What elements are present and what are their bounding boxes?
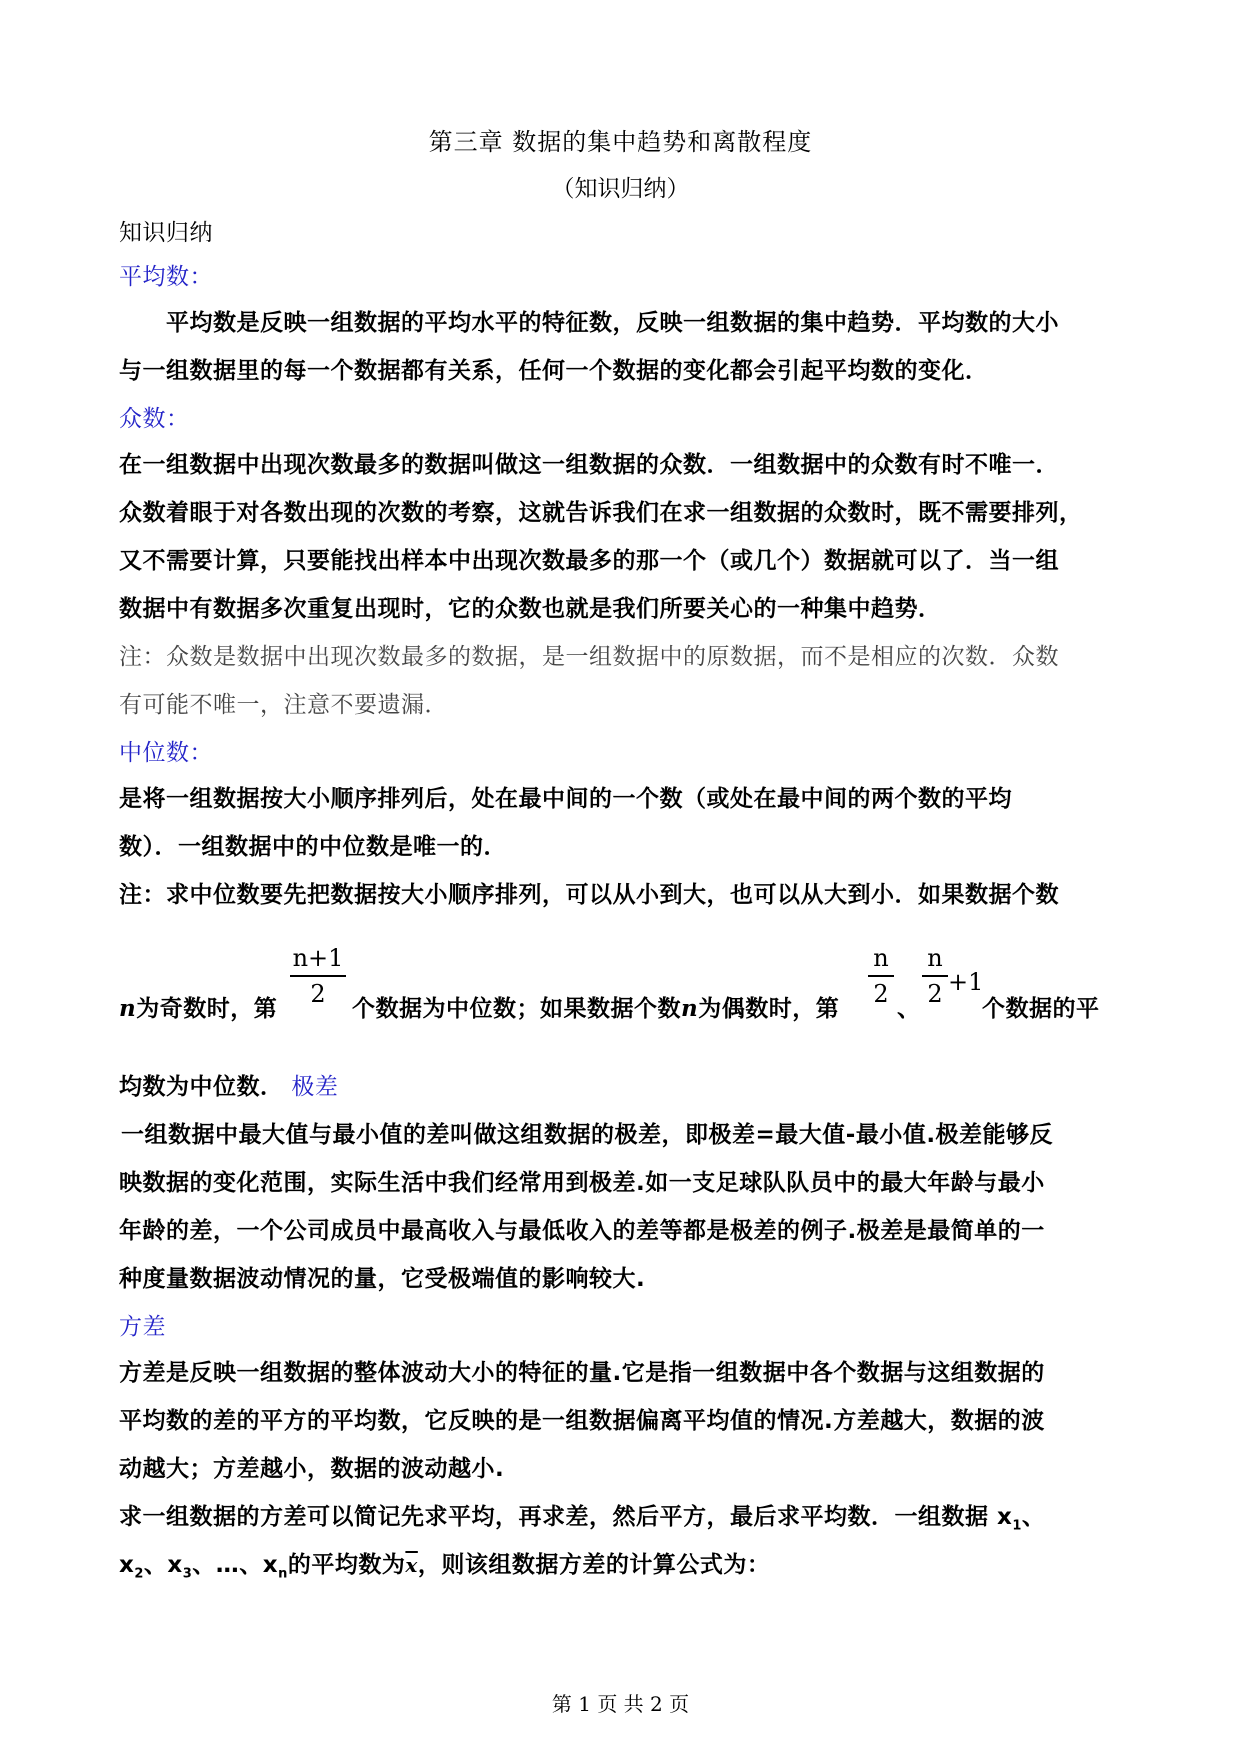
page-footer: 第 1 页 共 2 页 bbox=[551, 1692, 690, 1716]
mode-heading: 众数： bbox=[119, 406, 190, 432]
document-subtitle: （知识归纳） bbox=[551, 176, 690, 202]
mode-line-1: 在一组数据中出现次数最多的数据叫做这一组数据的众数．一组数据中的众数有时不唯一． bbox=[119, 452, 1059, 478]
variance-tail-text: ，则该组数据方差的计算公式为： bbox=[417, 1552, 771, 1578]
fraction-n-over-2 bbox=[868, 944, 894, 1008]
fraction-numerator: n bbox=[873, 944, 889, 972]
mode-line-4: 数据中有数据多次重复出现时，它的众数也就是我们所要关心的一种集中趋势． bbox=[119, 596, 942, 622]
fraction-bar bbox=[868, 975, 894, 977]
range-line-3: 年龄的差，一个公司成员中最高收入与最低收入的差等都是极差的例子.极差是最简单的一 bbox=[119, 1218, 1045, 1244]
formula-text-part: 为偶数时，第 bbox=[698, 996, 840, 1022]
fraction-bar bbox=[922, 975, 948, 977]
subscript: 3 bbox=[182, 1566, 193, 1582]
range-heading: 极差 bbox=[291, 1074, 339, 1100]
fraction-denominator: 2 bbox=[310, 979, 326, 1008]
plus-one: +1 bbox=[948, 968, 984, 996]
fraction-bar bbox=[290, 975, 346, 977]
range-line-2: 映数据的变化范围，实际生活中我们经常用到极差.如一支足球队队员中的最大年龄与最小 bbox=[119, 1170, 1045, 1196]
comma: 、 bbox=[1021, 1504, 1046, 1530]
median-note-line: 注：求中位数要先把数据按大小顺序排列，可以从小到大，也可以从大到小．如果数据个数 bbox=[119, 882, 1059, 908]
variance-line-4-text: 求一组数据的方差可以简记先求平均，再求差，然后平方，最后求平均数．一组数据 x bbox=[119, 1504, 1013, 1530]
subscript: n bbox=[278, 1566, 288, 1582]
mean-line-1: 平均数是反映一组数据的平均水平的特征数，反映一组数据的集中趋势．平均数的大小 bbox=[166, 310, 1059, 336]
median-last-line bbox=[119, 1068, 338, 1101]
subscript: 1 bbox=[1012, 1518, 1022, 1534]
subscript: 2 bbox=[134, 1566, 144, 1582]
mode-note-line-1: 注：众数是数据中出现次数最多的数据，是一组数据中的原数据，而不是相应的次数．众数 bbox=[119, 644, 1059, 670]
formula-text-part: 为奇数时，第 bbox=[136, 996, 278, 1022]
formula-text-part: 个数据为中位数；如果数据个数 bbox=[352, 996, 681, 1022]
fraction-n-plus-1-over-2 bbox=[290, 944, 346, 1008]
var-x2: x bbox=[119, 1552, 135, 1578]
variance-line-5 bbox=[119, 1546, 770, 1582]
median-heading: 中位数： bbox=[119, 740, 213, 766]
formula-separator: 、 bbox=[897, 996, 921, 1022]
median-formula-text bbox=[352, 990, 839, 1023]
mode-line-2: 众数着眼于对各数出现的次数的考察，这就告诉我们在求一组数据的众数时，既不需要排列， bbox=[119, 500, 1083, 526]
comma: 、 bbox=[143, 1552, 168, 1578]
median-formula-text bbox=[119, 990, 277, 1023]
var-xn: x bbox=[262, 1552, 279, 1578]
fraction-n-over-2-plus-1 bbox=[922, 944, 948, 1008]
variance-line-1: 方差是反映一组数据的整体波动大小的特征的量.它是指一组数据中各个数据与这组数据的 bbox=[119, 1360, 1045, 1386]
median-formula-text: 个数据的平 bbox=[982, 996, 1100, 1022]
fraction-denominator: 2 bbox=[873, 979, 889, 1008]
mode-note-line-2: 有可能不唯一，注意不要遗漏． bbox=[119, 692, 448, 718]
var-x3: x bbox=[167, 1552, 183, 1578]
document-title: 第三章 数据的集中趋势和离散程度 bbox=[428, 128, 813, 156]
median-line-1: 是将一组数据按大小顺序排列后，处在最中间的一个数（或处在最中间的两个数的平均 bbox=[119, 786, 1012, 812]
variable-n: n bbox=[119, 995, 137, 1022]
median-last-text: 均数为中位数． bbox=[119, 1074, 284, 1100]
ellipsis: 、…、 bbox=[192, 1552, 263, 1578]
range-line-1: 一组数据中最大值与最小值的差叫做这组数据的极差，即极差=最大值-最小值.极差能够反 bbox=[121, 1122, 1054, 1148]
range-line-4: 种度量数据波动情况的量，它受极端值的影响较大. bbox=[119, 1266, 646, 1292]
fraction-numerator: n bbox=[927, 944, 943, 972]
variance-line-3: 动越大；方差越小，数据的波动越小. bbox=[119, 1456, 505, 1482]
variance-line-2: 平均数的差的平方的平均数，它反映的是一组数据偏离平均值的情况.方差越大，数据的波 bbox=[119, 1408, 1045, 1434]
mean-heading: 平均数： bbox=[119, 264, 213, 290]
variable-n: n bbox=[681, 995, 699, 1022]
intro-label: 知识归纳 bbox=[119, 220, 213, 246]
variance-line-4 bbox=[119, 1498, 1045, 1534]
mean-line-2: 与一组数据里的每一个数据都有关系，任何一个数据的变化都会引起平均数的变化． bbox=[119, 358, 989, 384]
fraction-numerator: n+1 bbox=[292, 944, 344, 972]
fraction-denominator: 2 bbox=[927, 979, 943, 1008]
median-line-2: 数）．一组数据中的中位数是唯一的． bbox=[119, 834, 507, 860]
variance-heading: 方差 bbox=[119, 1314, 166, 1340]
mean-x-bar: $\overline{x}$ bbox=[405, 1553, 418, 1577]
mode-line-3: 又不需要计算，只要能找出样本中出现次数最多的那一个（或几个）数据就可以了．当一组 bbox=[119, 548, 1059, 574]
variance-mid-text: 的平均数为 bbox=[287, 1552, 406, 1578]
